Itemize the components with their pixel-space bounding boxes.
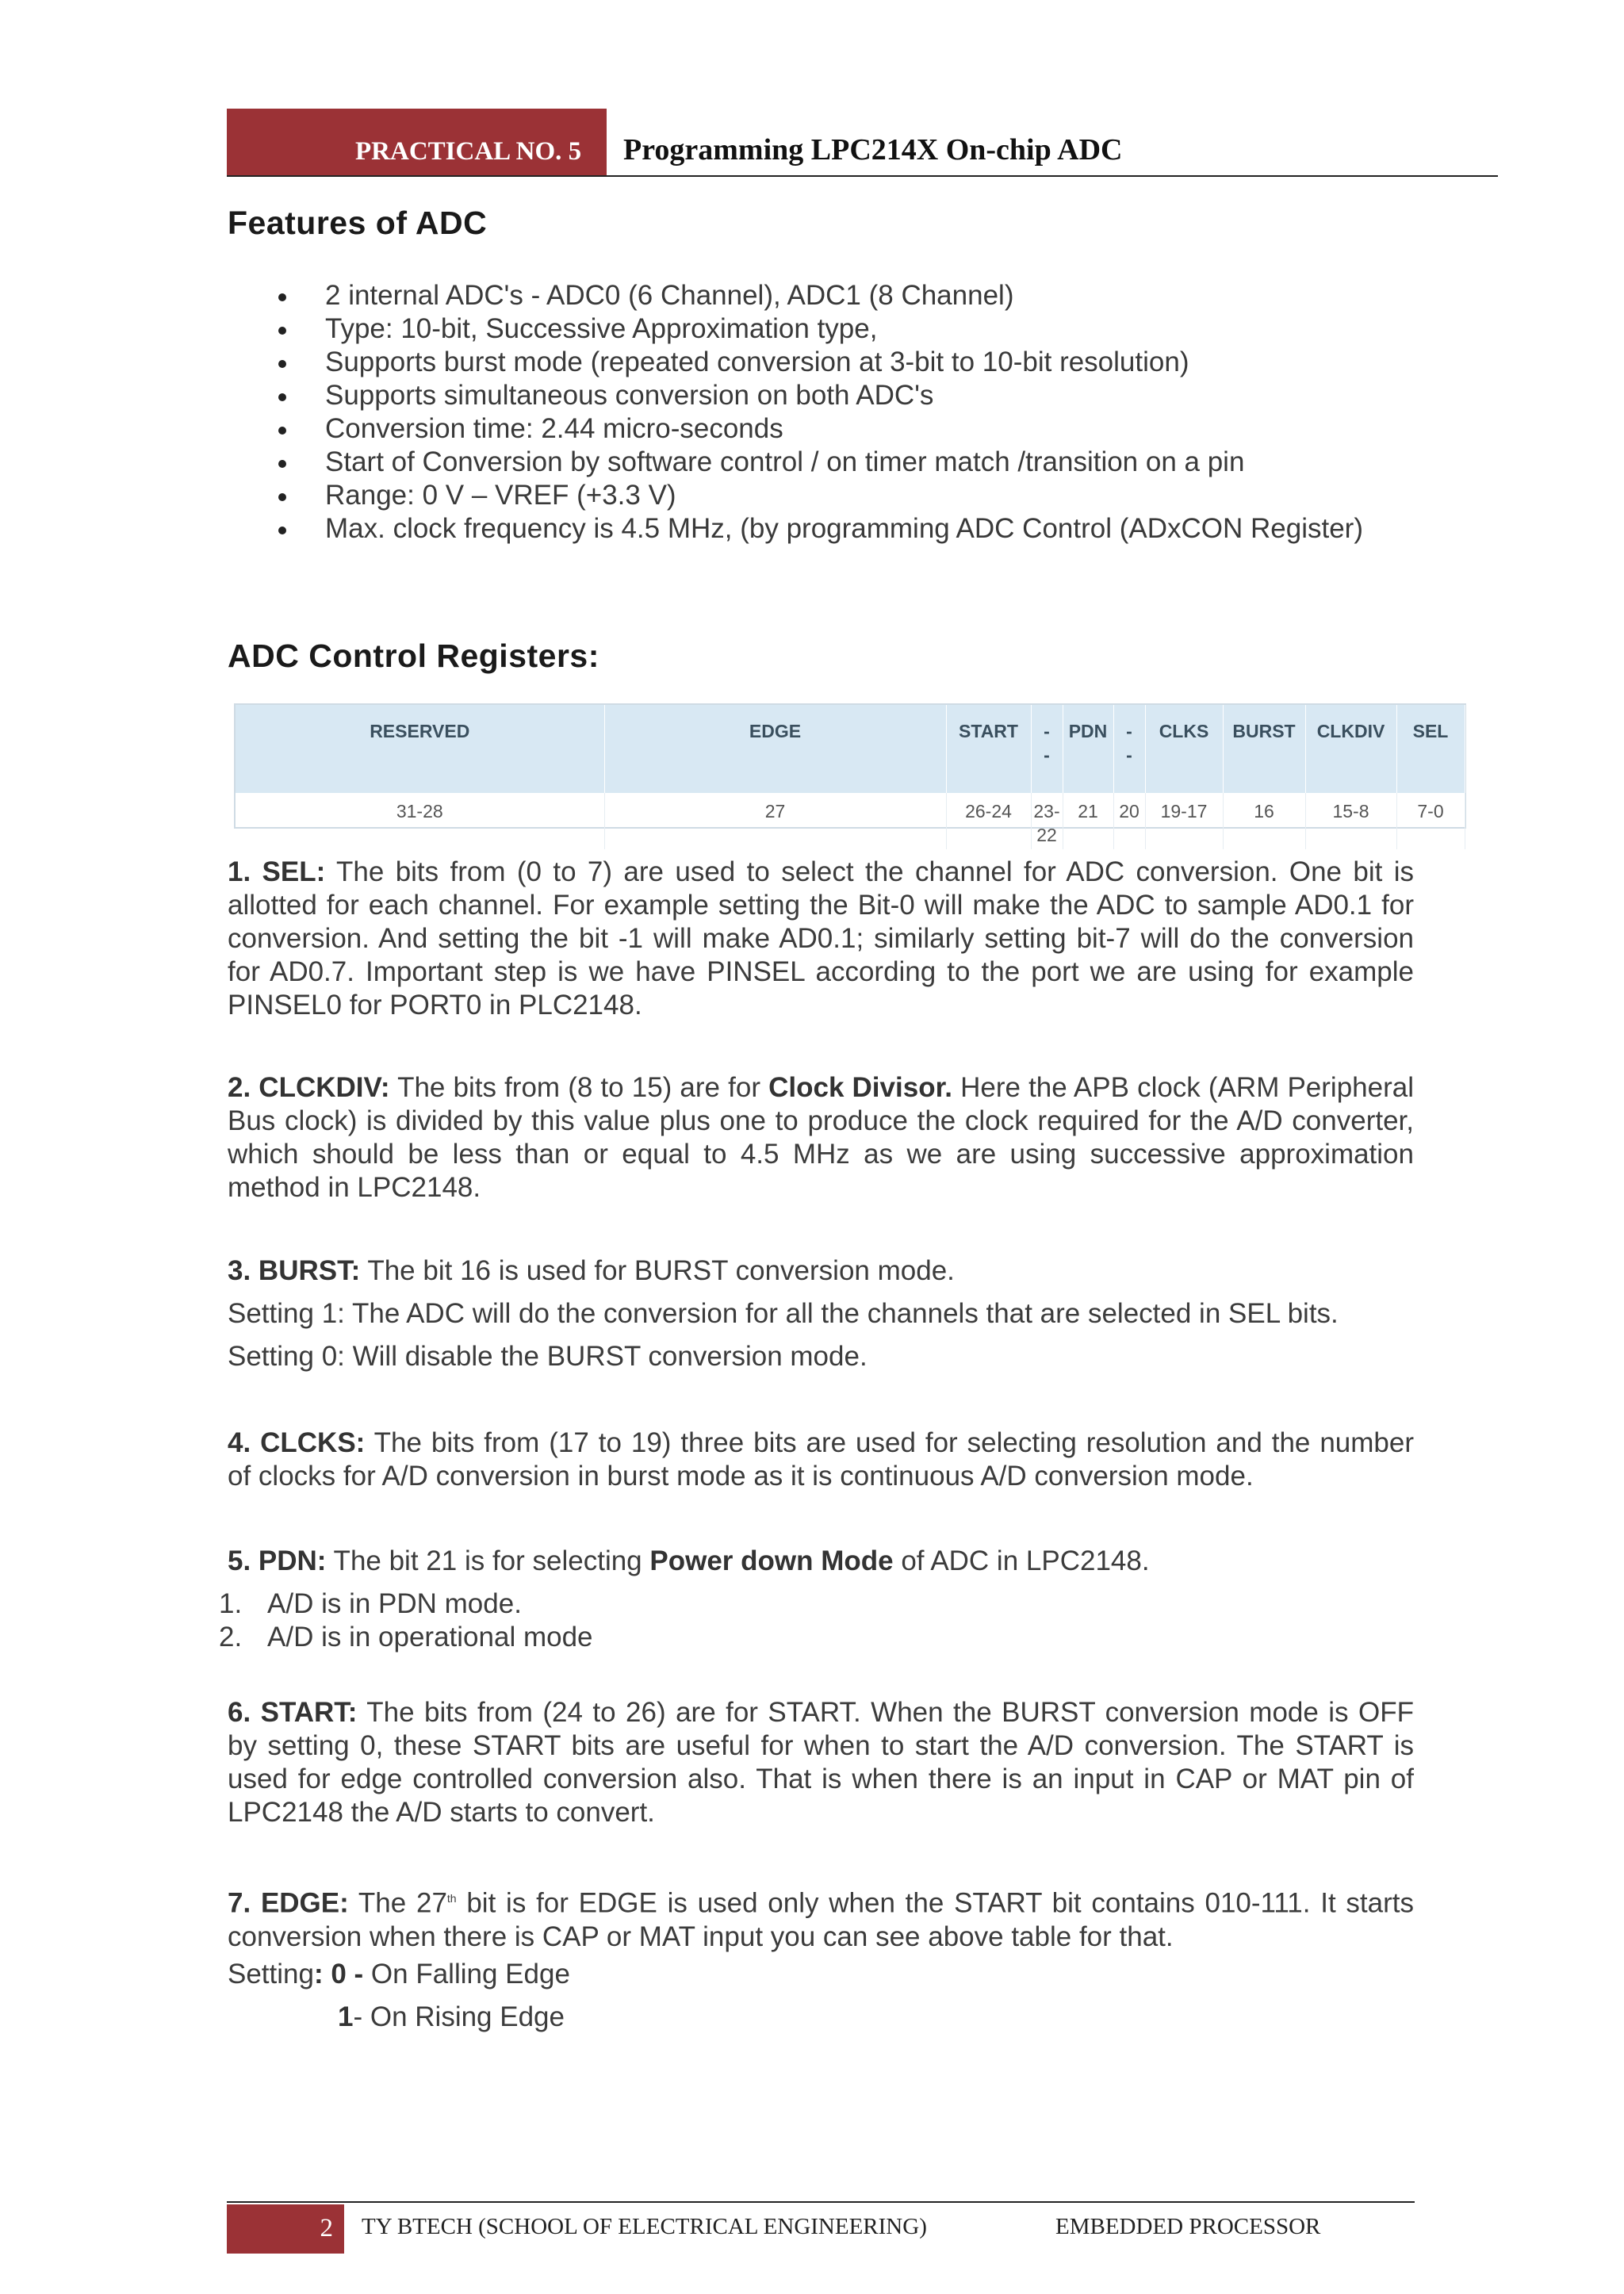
pdn-description [228, 1545, 1150, 1578]
bits-cell: 23- 22 [1031, 793, 1063, 849]
footer-institution: TY BTECH (SCHOOL OF ELECTRICAL ENGINEERING) [362, 2214, 927, 2239]
feature-item: Range: 0 V – VREF (+3.3 V) [325, 479, 1363, 512]
setting-0-text: On Falling Edge [363, 1959, 570, 1990]
burst-setting-0: Setting 0: Will disable the BURST conversion mode. [228, 1341, 868, 1372]
feature-item: Max. clock frequency is 4.5 MHz, (by programming ADC Control (ADxCON Register) [325, 513, 1363, 544]
pdn-item: A/D is in operational mode [267, 1622, 593, 1653]
page-number: 2 [320, 2214, 333, 2242]
sel-label: 1. SEL: [228, 856, 326, 887]
clks-label: 4. CLCKS: [228, 1427, 366, 1458]
header-cell-clkdiv: CLKDIV [1305, 705, 1396, 793]
feature-item: Start of Conversion by software control / on timer match /transition on a pin [325, 446, 1363, 479]
footer-divider [227, 2201, 1415, 2203]
control-registers-heading: ADC Control Registers: [228, 638, 599, 674]
edge-label: 7. EDGE: [228, 1887, 349, 1919]
footer-course: EMBEDDED PROCESSOR [1055, 2214, 1321, 2239]
pdn-label: 5. PDN: [228, 1545, 327, 1576]
burst-text: The bit 16 is used for BURST conversion mode. [360, 1255, 955, 1286]
clkdiv-description [228, 1071, 1414, 1204]
feature-item: Supports burst mode (repeated conversion at 3-bit to 10-bit resolution) [325, 346, 1363, 379]
sel-description [228, 856, 1414, 1022]
bits-cell: 20 [1113, 793, 1145, 849]
header-cell-pdn: PDN [1063, 705, 1113, 793]
clock-divisor-term: Clock Divisor. [768, 1072, 952, 1103]
setting-label: Setting [228, 1959, 314, 1990]
edge-text-cont: bit is for EDGE is used only when the START bit contains 010-111. It starts conversion when there is CAP or MAT input you can see above table for that. [228, 1887, 1414, 1952]
start-description [228, 1696, 1414, 1829]
header-cell-dash: - - [1113, 705, 1145, 793]
bits-cell: 19-17 [1145, 793, 1223, 849]
bits-cell: 16 [1223, 793, 1305, 849]
pdn-text: The bit 21 is for selecting [326, 1545, 650, 1576]
header-cell-dash: - - [1031, 705, 1063, 793]
features-heading: Features of ADC [228, 205, 488, 241]
burst-setting-1: Setting 1: The ADC will do the conversion for all the channels that are selected in SEL bits. [228, 1298, 1339, 1329]
setting-0-value: : 0 - [313, 1959, 364, 1990]
power-down-term: Power down Mode [649, 1545, 894, 1576]
feature-item: Supports simultaneous conversion on both ADC's [325, 379, 1363, 412]
burst-description [228, 1254, 955, 1288]
pdn-item-number: 1. [219, 1588, 243, 1619]
setting-1-value: 1 [338, 2001, 354, 2032]
burst-label: 3. BURST: [228, 1255, 361, 1286]
pdn-text-cont: of ADC in LPC2148. [893, 1545, 1150, 1576]
feature-item: 2 internal ADC's - ADC0 (6 Channel), ADC1 (8 Channel) [325, 279, 1363, 312]
clkdiv-text-cont: Here the APB clock (ARM Peripheral Bus clock) is divided by this value plus one to produce the clock required for the A/D converter, which should be less than or equal to 4.5 MHz as we are using successive approximation method in LPC2148. [228, 1072, 1414, 1203]
edge-description [228, 1882, 1414, 1954]
bits-cell: 27 [604, 793, 946, 849]
start-label: 6. START: [228, 1697, 358, 1728]
clkdiv-text: The bits from (8 to 15) are for [389, 1072, 769, 1103]
bits-cell: 31-28 [236, 793, 604, 849]
start-text: The bits from (24 to 26) are for START. When the BURST conversion mode is OFF by setting 0, these START bits are useful for when to start the A/D conversion. The START is used for edge controlled conversion also. That is when there is an input in CAP or MAT pin of LPC2148 the A/D starts to convert. [228, 1697, 1414, 1828]
sel-text: The bits from (0 to 7) are used to select the channel for ADC conversion. One bit is allotted for each channel. For example setting the Bit-0 will make the ADC to sample AD0.1 for conversion. And setting the bit -1 will make AD0.1; similarly setting bit-7 will do the conversion for AD0.7. Important step is we have PINSEL according to the port we are using for example PINSEL0 for PORT0 in PLC2148. [228, 856, 1414, 1021]
bits-cell: 7-0 [1396, 793, 1465, 849]
edge-setting-1 [338, 2001, 565, 2034]
practical-number: PRACTICAL NO. 5 [355, 137, 582, 166]
feature-item: Conversion time: 2.44 micro-seconds [325, 412, 1363, 446]
clks-description [228, 1427, 1414, 1493]
practical-number-band [227, 109, 607, 177]
setting-1-text: - On Rising Edge [353, 2001, 565, 2032]
header-cell-burst: BURST [1223, 705, 1305, 793]
clkdiv-label: 2. CLCKDIV: [228, 1072, 390, 1103]
header-divider [227, 175, 1498, 177]
header-cell-reserved: RESERVED [236, 705, 604, 793]
ordinal-suffix: th [446, 1892, 457, 1905]
features-list [325, 279, 1363, 546]
bits-cell: 26-24 [946, 793, 1031, 849]
pdn-item-number: 2. [219, 1622, 243, 1653]
pdn-item: A/D is in PDN mode. [267, 1588, 522, 1619]
header-cell-sel: SEL [1396, 705, 1465, 793]
page-title: Programming LPC214X On-chip ADC [623, 133, 1123, 167]
register-header-row [236, 705, 1465, 793]
bits-cell: 21 [1063, 793, 1113, 849]
register-table-frame [234, 703, 1466, 845]
header-cell-start: START [946, 705, 1031, 793]
register-bits-row [236, 793, 1465, 849]
header-cell-edge: EDGE [604, 705, 946, 793]
feature-item: Type: 10-bit, Successive Approximation type, [325, 312, 1363, 346]
bits-cell: 15-8 [1305, 793, 1396, 849]
register-table [236, 705, 1465, 849]
clks-text: The bits from (17 to 19) three bits are used for selecting resolution and the number of clocks for A/D conversion in burst mode as it is continuous A/D conversion mode. [228, 1427, 1415, 1492]
header-cell-clks: CLKS [1145, 705, 1223, 793]
edge-setting-0 [228, 1958, 570, 1991]
edge-text: The 27 [348, 1887, 447, 1919]
page-number-band [227, 2204, 344, 2254]
